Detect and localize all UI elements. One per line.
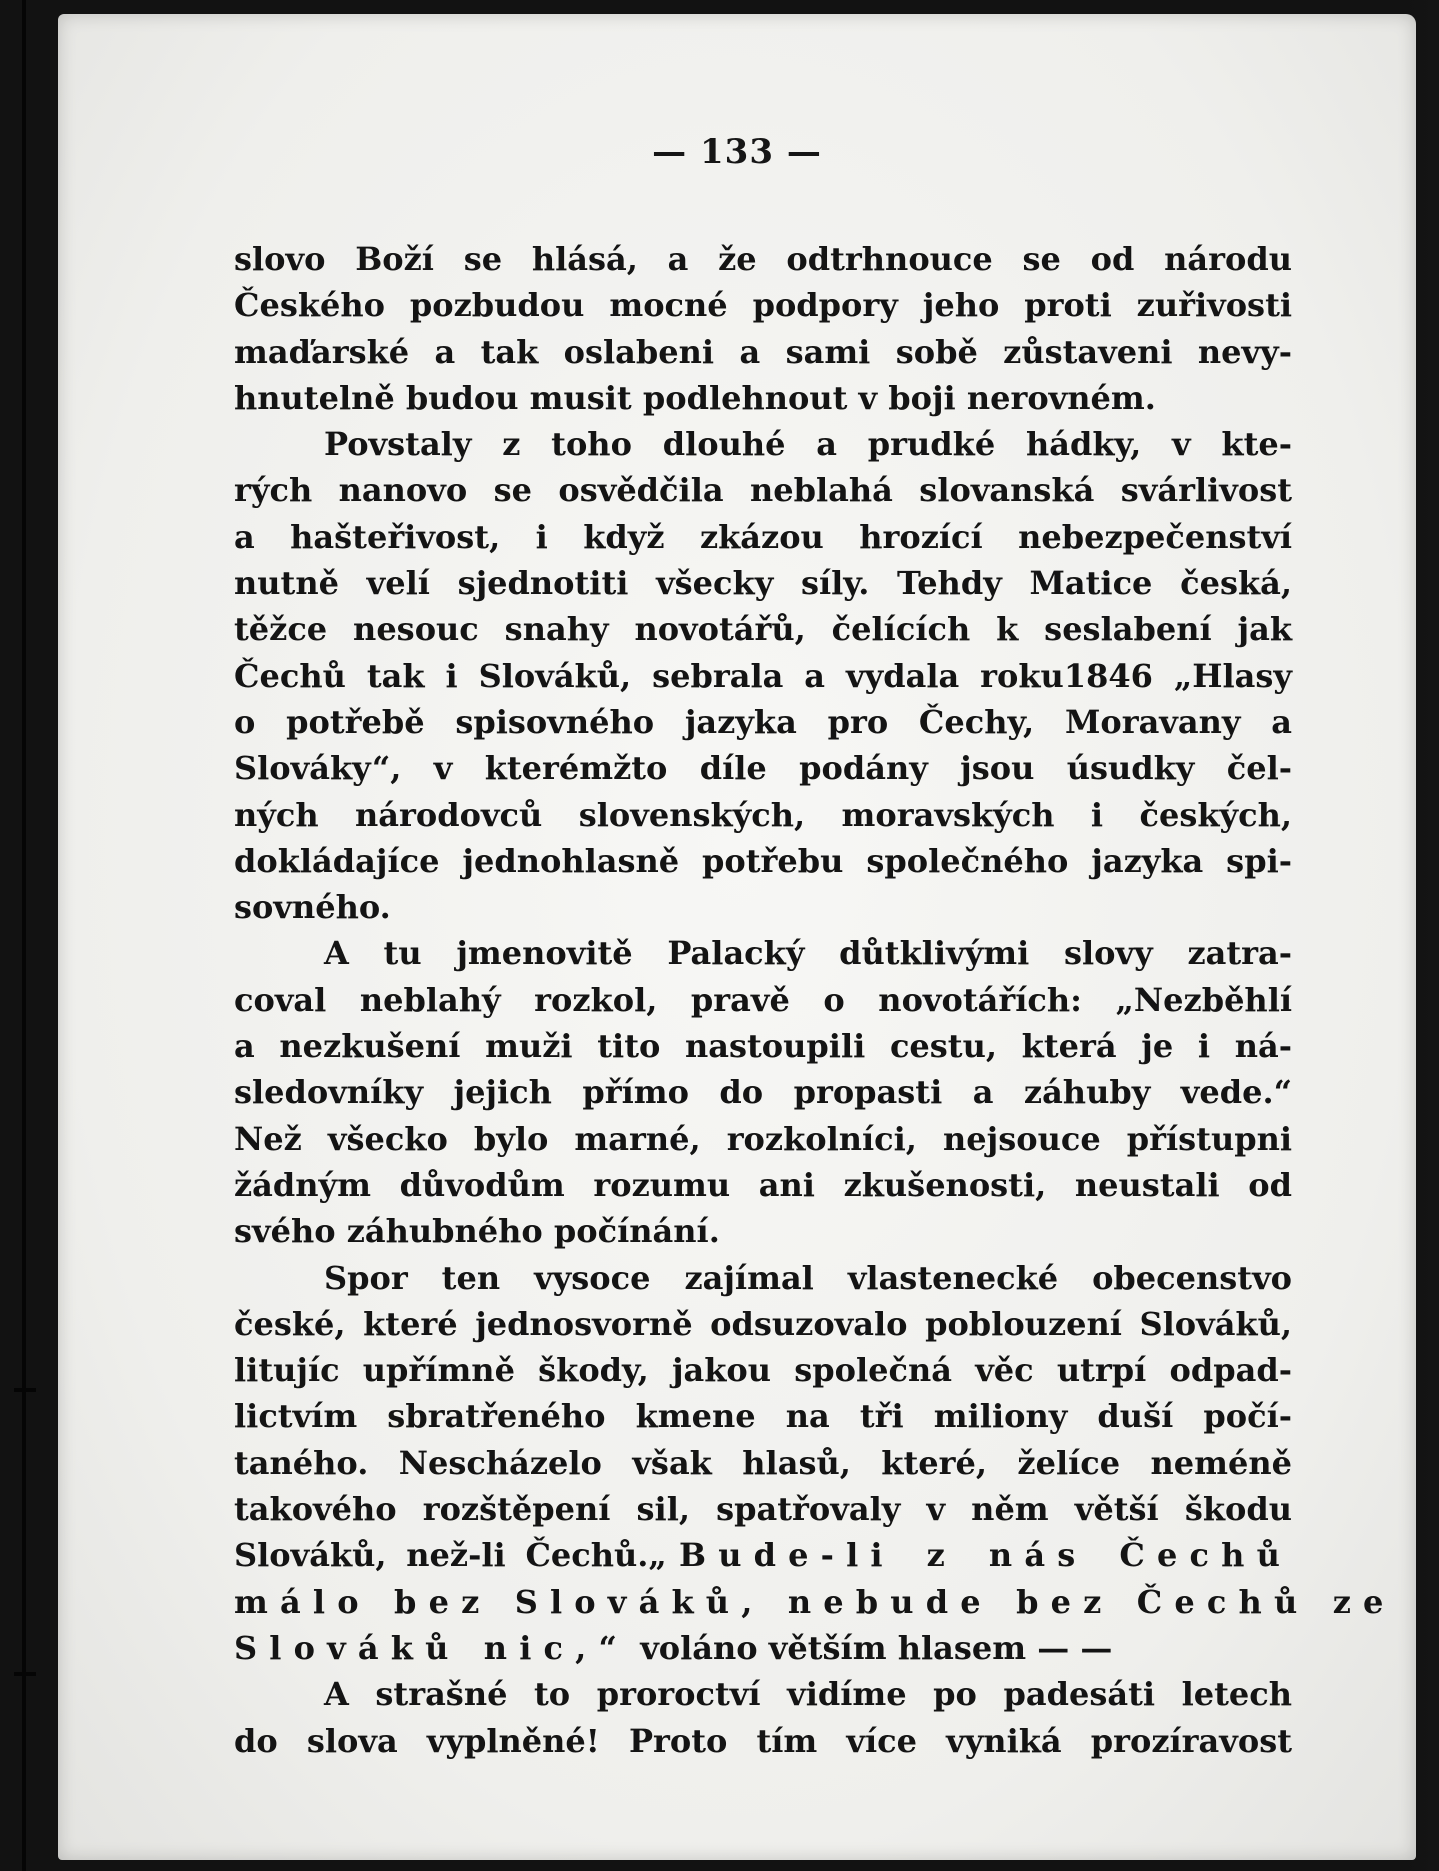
line-segment: Slováků, než-li Čechů. bbox=[234, 1536, 649, 1575]
line-segment: voláno větším hlasem — — bbox=[640, 1628, 1113, 1667]
text-line: české, které jednosvorně odsuzovalo poblouzení Slováků, bbox=[234, 1304, 1292, 1343]
spaced-quote: Slováků nic,“ bbox=[234, 1628, 630, 1667]
spaced-quote-line: málo bez Slováků, nebude bez Čechů ze bbox=[234, 1582, 1396, 1621]
text-line: Čechů tak i Slováků, sebrala a vydala roku1846 „Hlasy bbox=[234, 656, 1292, 695]
text-line: rých nanovo se osvědčila neblahá slovanská svárlivost bbox=[234, 471, 1292, 510]
binding-mark bbox=[14, 1388, 36, 1392]
paragraph-start-line: Povstaly z toho dlouhé a prudké hádky, v kte- bbox=[324, 425, 1292, 464]
page-number: — 133 — bbox=[652, 132, 822, 172]
binding-mark bbox=[14, 1672, 36, 1676]
text-line: maďarské a tak oslabeni a sami sobě zůstaveni nevy- bbox=[234, 332, 1292, 371]
text-line-mixed bbox=[234, 1625, 1292, 1671]
text-line: žádným důvodům rozumu ani zkušenosti, neustali od bbox=[234, 1165, 1292, 1204]
text-line: coval neblahý rozkol, pravě o novotářích: „Nezběhlí bbox=[234, 980, 1292, 1019]
paragraph-start-line: Spor ten vysoce zajímal vlastenecké obecenstvo bbox=[324, 1258, 1292, 1297]
text-line: slovo Boží se hlásá, a že odtrhnouce se od národu bbox=[234, 240, 1292, 278]
paragraph-start-line: A tu jmenovitě Palacký důtklivými slovy zatra- bbox=[324, 934, 1292, 973]
text-line: litujíc upřímně škody, jakou společná věc utrpí odpad- bbox=[234, 1351, 1292, 1390]
paragraph-start-line: A strašné to proroctví vidíme po padesáti letech bbox=[324, 1675, 1292, 1714]
text-line: Slováky“, v kterémžto díle podány jsou úsudky čel- bbox=[234, 749, 1292, 788]
text-line: dokládajíce jednohlasně potřebu společného jazyka spi- bbox=[234, 841, 1292, 880]
text-line: Českého pozbudou mocné podpory jeho proti zuřivosti bbox=[234, 286, 1292, 325]
text-line: takového rozštěpení sil, spatřovaly v něm větší škodu bbox=[234, 1490, 1292, 1529]
spaced-quote: „Bude-li z nás Čechů bbox=[648, 1536, 1292, 1575]
binding-edge bbox=[22, 0, 26, 1871]
text-line: svého záhubného počínání. bbox=[234, 1212, 720, 1251]
text-line: taného. Nescházelo však hlasů, které, želíce neméně bbox=[234, 1443, 1292, 1482]
text-line: těžce nesouc snahy novotářů, čelících k seslabení jak bbox=[234, 610, 1292, 649]
text-line: a nezkušení muži tito nastoupili cestu, která je i ná- bbox=[234, 1027, 1292, 1066]
body-text bbox=[234, 236, 1396, 1764]
text-line: nutně velí sjednotiti všecky síly. Tehdy Matice česká, bbox=[234, 564, 1292, 603]
text-line: sovného. bbox=[234, 888, 391, 927]
text-line: ných národovců slovenských, moravských i českých, bbox=[234, 795, 1292, 834]
text-line-mixed bbox=[234, 1532, 1292, 1578]
text-line: o potřebě spisovného jazyka pro Čechy, Moravany a bbox=[234, 702, 1292, 741]
text-line: a hašteřivost, i když zkázou hrozící nebezpečenství bbox=[234, 517, 1292, 556]
book-page bbox=[58, 14, 1416, 1860]
text-line: Než všecko bylo marné, rozkolníci, nejsouce přístupni bbox=[234, 1119, 1292, 1158]
text-line: sledovníky jejich přímo do propasti a záhuby vede.“ bbox=[234, 1073, 1292, 1112]
text-line: hnutelně budou musit podlehnout v boji nerovném. bbox=[234, 378, 1156, 417]
text-line: do slova vyplněné! Proto tím více vyniká prozíravost bbox=[234, 1721, 1292, 1760]
text-line: lictvím sbratřeného kmene na tři miliony duší počí- bbox=[234, 1397, 1292, 1436]
